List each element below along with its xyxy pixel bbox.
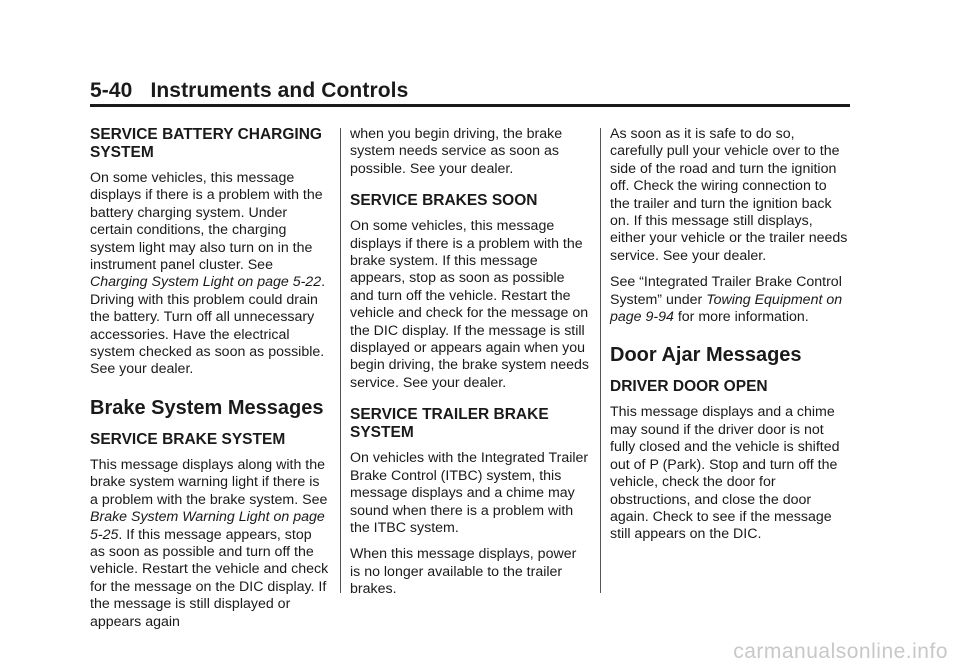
column-divider-2 [600, 128, 601, 593]
header-rule [90, 104, 850, 107]
paragraph-service-brake-system: This message displays along with the brake system warning light if there is a problem with the brake system. See Brake System Warning Light on page 5-25. If this message appears, stop as soon as possible and turn off the vehicle. Restart the vehicle and check for the message on the DIC display. If the message is still displayed or appears again [90, 456, 329, 630]
page-header [90, 79, 408, 103]
column-divider-1 [340, 128, 341, 593]
paragraph-itbc: On vehicles with the Integrated Trailer Brake Control (ITBC) system, this message displays and a chime may sound when there is a problem with the ITBC system. [350, 450, 589, 536]
column-3 [610, 126, 850, 553]
paragraph-see-towing: See “Integrated Trailer Brake Control System” under Towing Equipment on page 9-94 for more information. [610, 274, 843, 326]
watermark: carmanualsonline.info [733, 640, 948, 663]
column-2 [350, 126, 590, 608]
heading-service-brakes-soon: SERVICE BRAKES SOON [350, 192, 538, 210]
heading-driver-door-open: DRIVER DOOR OPEN [610, 378, 768, 396]
page-number: 5-40 [90, 79, 133, 102]
heading-brake-system-messages: Brake System Messages [90, 396, 324, 419]
paragraph-service-brakes-soon: On some vehicles, this message displays if there is a problem with the brake system. If this message appears, stop as soon as possible and turn off the vehicle. Restart the vehicle and check for the message on the DIC display. If the message is still displayed or appears again when you begin driving, the brake system needs service. See your dealer. [350, 218, 589, 391]
paragraph-driver-door-open: This message displays and a chime may sound if the driver door is not fully closed and the vehicle is shifted out of P (Park). Stop and turn off the vehicle, check the door for obstructions, and close the door again. Check to see if the message still appears on the DIC. [610, 404, 840, 543]
paragraph-battery-charging: On some vehicles, this message displays if there is a problem with the battery charging system. Under certain conditions, the charging system light may also turn on in the instrument panel cluster. See Charging System Light on page 5-22. Driving with this problem could drain the battery. Turn off all unnecessary accessories. Have the electrical system checked as soon as possible. See your dealer. [90, 170, 326, 378]
paragraph-trailer-power: When this message displays, power is no longer available to the trailer brakes. [350, 546, 577, 598]
column-1 [90, 126, 330, 640]
link-brake-system-warning-light[interactable]: Brake System Warning Light on page 5-25 [90, 509, 325, 543]
heading-service-trailer-brake-system: SERVICE TRAILER BRAKE SYSTEM [350, 406, 549, 442]
paragraph-brake-continued: when you begin driving, the brake system needs service as soon as possible. See your dealer. [350, 126, 563, 177]
heading-door-ajar-messages: Door Ajar Messages [610, 344, 802, 367]
link-charging-system-light[interactable]: Charging System Light on page 5-22 [90, 274, 322, 291]
paragraph-pull-over: As soon as it is safe to do so, carefully pull your vehicle over to the side of the road and turn the ignition off. Check the wiring connection to the trailer and turn the ignition back on. If this message still displays, either your vehicle or the trailer needs service. See your dealer. [610, 126, 848, 264]
heading-service-battery-charging-system: SERVICE BATTERY CHARGING SYSTEM [90, 126, 322, 161]
heading-service-brake-system: SERVICE BRAKE SYSTEM [90, 430, 286, 448]
section-title: Instruments and Controls [150, 79, 409, 102]
link-towing-equipment[interactable]: Towing Equipment on page 9-94 [610, 291, 843, 326]
